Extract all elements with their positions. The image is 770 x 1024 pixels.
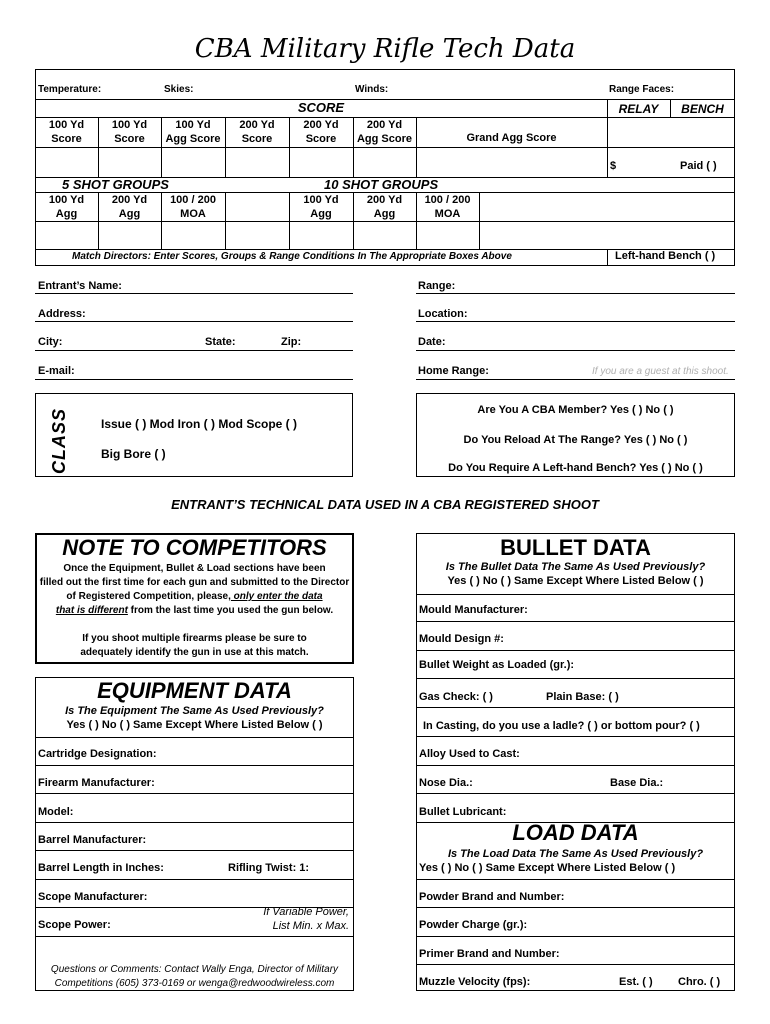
bullet-question: Is The Bullet Data The Same As Used Previously? <box>445 561 706 573</box>
date-label: Date: <box>418 336 446 348</box>
ten-shot-heading: 10 SHOT GROUPS <box>324 177 439 192</box>
gas-check-option[interactable]: Gas Check: ( ) <box>419 691 493 703</box>
big-bore-option[interactable]: Big Bore ( ) <box>101 447 166 461</box>
zip-label: Zip: <box>281 336 302 348</box>
bench-heading: BENCH <box>681 102 724 116</box>
relay-heading: RELAY <box>618 102 659 116</box>
load-question: Is The Load Data The Same As Used Previously? <box>447 848 704 860</box>
equipment-title: EQUIPMENT DATA <box>97 678 292 703</box>
bullet-weight-label: Bullet Weight as Loaded (gr.): <box>419 659 575 671</box>
charge-label: Powder Charge (gr.): <box>419 919 528 931</box>
left-hand-bench-question[interactable]: Do You Require A Left-hand Bench? Yes ( ) No ( ) <box>448 462 703 474</box>
charge-line[interactable] <box>416 936 735 937</box>
note-body: Once the Equipment, Bullet & Load sections have been filled out the first time for each gun and submitted to the Director of Registered Competition, please, only enter the data that is different from the last time you used the gun below. If you shoot multiple firearms please be sure to adequately identify the gun in use at this match. <box>39 563 350 658</box>
score-col-header: 100 Yd Agg Score <box>165 119 221 145</box>
mould-design-line[interactable] <box>416 650 735 651</box>
variable-power-note: If Variable Power, List Min. x Max. <box>263 906 349 932</box>
barrel-mfr-label: Barrel Manufacturer: <box>38 834 147 846</box>
note-title: NOTE TO COMPETITORS <box>62 535 327 560</box>
address-label: Address: <box>38 308 86 320</box>
group-col-header: 100 / 200 MOA <box>424 194 471 220</box>
cba-member-question[interactable]: Are You A CBA Member? Yes ( ) No ( ) <box>477 404 674 416</box>
powder-label: Powder Brand and Number: <box>419 891 565 903</box>
velocity-label: Muzzle Velocity (fps): <box>419 976 531 988</box>
contact-note: Questions or Comments: Contact Wally Enga, Director of Military Competitions (605) 373-0169 or wenga@redwoodwireless.com <box>50 964 339 989</box>
mould-design-label: Mould Design #: <box>419 633 504 645</box>
rifling-label: Rifling Twist: 1: <box>228 862 310 874</box>
load-title: LOAD DATA <box>512 820 639 845</box>
base-dia-label: Base Dia.: <box>610 777 664 789</box>
primer-label: Primer Brand and Number: <box>419 948 560 960</box>
alloy-label: Alloy Used to Cast: <box>419 748 520 760</box>
casting-question[interactable]: In Casting, do you use a ladle? ( ) or bottom pour? ( ) <box>423 720 700 732</box>
temperature-label: Temperature: <box>38 84 102 95</box>
model-label: Model: <box>38 806 74 818</box>
grand-agg-header: Grand Agg Score <box>466 132 557 144</box>
left-hand-bench-checkbox[interactable]: Left-hand Bench ( ) <box>615 250 716 262</box>
barrel-length-line[interactable] <box>35 879 354 880</box>
range-label: Range: <box>418 280 456 292</box>
entrant-name-line[interactable] <box>35 293 353 294</box>
score-col-header: 100 Yd Score <box>111 119 148 145</box>
firearm-label: Firearm Manufacturer: <box>38 777 155 789</box>
dia-line[interactable] <box>416 793 735 794</box>
section-heading: ENTRANT’S TECHNICAL DATA USED IN A CBA REGISTERED SHOOT <box>171 497 599 512</box>
entrant-name-label: Entrant’s Name: <box>38 280 122 292</box>
page-title: CBA Military Rifle Tech Data <box>194 34 576 64</box>
cartridge-line[interactable] <box>35 765 354 766</box>
group-col-header: 100 / 200 MOA <box>170 194 216 220</box>
barrel-mfr-line[interactable] <box>35 850 354 851</box>
score-col-header: 200 Yd Score <box>303 119 339 145</box>
mould-mfr-line[interactable] <box>416 621 735 622</box>
equipment-question: Is The Equipment The Same As Used Previously? <box>65 705 324 717</box>
model-line[interactable] <box>35 822 354 823</box>
plain-base-option[interactable]: Plain Base: ( ) <box>546 691 619 703</box>
group-col-header: 100 Yd Agg <box>48 194 85 220</box>
class-options[interactable]: Issue ( ) Mod Iron ( ) Mod Scope ( ) <box>101 417 297 431</box>
group-col-header: 100 Yd Agg <box>303 194 339 220</box>
email-label: E-mail: <box>38 365 75 377</box>
five-shot-heading: 5 SHOT GROUPS <box>62 177 169 192</box>
class-box <box>35 393 353 477</box>
home-range-label: Home Range: <box>418 365 489 377</box>
barrel-length-label: Barrel Length in Inches: <box>38 862 164 874</box>
scope-power-line[interactable] <box>35 936 354 937</box>
score-col-header: 200 Yd Agg Score <box>356 119 412 145</box>
nose-dia-label: Nose Dia.: <box>419 777 473 789</box>
range-line[interactable] <box>416 293 735 294</box>
firearm-line[interactable] <box>35 793 354 794</box>
est-option[interactable]: Est. ( ) <box>619 976 653 988</box>
guest-note: If you are a guest at this shoot. <box>592 366 729 377</box>
score-col-header: 200 Yd Score <box>239 119 275 145</box>
city-label: City: <box>38 336 63 348</box>
bullet-options[interactable]: Yes ( ) No ( ) Same Except Where Listed Below ( ) <box>447 575 704 587</box>
lubricant-label: Bullet Lubricant: <box>419 806 507 818</box>
state-label: State: <box>205 336 236 348</box>
primer-line[interactable] <box>416 964 735 965</box>
equipment-options[interactable]: Yes ( ) No ( ) Same Except Where Listed Below ( ) <box>66 719 323 731</box>
paid-checkbox[interactable]: Paid ( ) <box>680 160 717 172</box>
winds-label: Winds: <box>355 84 389 95</box>
mould-mfr-label: Mould Manufacturer: <box>419 604 528 616</box>
class-label: CLASS <box>49 407 69 474</box>
fee-dollar: $ <box>610 160 617 172</box>
match-directors-note: Match Directors: Enter Scores, Groups & Range Conditions In The Appropriate Boxes Above <box>72 251 512 262</box>
location-line[interactable] <box>416 321 735 322</box>
chro-option[interactable]: Chro. ( ) <box>678 976 721 988</box>
reload-question[interactable]: Do You Reload At The Range? Yes ( ) No ( ) <box>463 434 688 446</box>
skies-label: Skies: <box>164 84 194 95</box>
email-line[interactable] <box>35 379 353 380</box>
alloy-line[interactable] <box>416 765 735 766</box>
bullet-weight-line[interactable] <box>416 678 735 679</box>
score-heading: SCORE <box>297 100 345 115</box>
range-faces-label: Range Faces: <box>609 84 675 95</box>
scope-power-label: Scope Power: <box>38 919 111 931</box>
location-label: Location: <box>418 308 468 320</box>
address-line[interactable] <box>35 321 353 322</box>
date-line[interactable] <box>416 350 735 351</box>
cartridge-label: Cartridge Designation: <box>38 748 157 760</box>
group-col-header: 200 Yd Agg <box>366 194 403 220</box>
home-range-line[interactable] <box>416 379 735 380</box>
load-options[interactable]: Yes ( ) No ( ) Same Except Where Listed Below ( ) <box>419 862 676 874</box>
score-col-header: 100 Yd Score <box>48 119 85 145</box>
group-col-header: 200 Yd Agg <box>111 194 148 220</box>
scope-mfr-label: Scope Manufacturer: <box>38 891 148 903</box>
city-line[interactable] <box>35 350 353 351</box>
powder-line[interactable] <box>416 907 735 908</box>
bullet-title: BULLET DATA <box>500 535 651 560</box>
